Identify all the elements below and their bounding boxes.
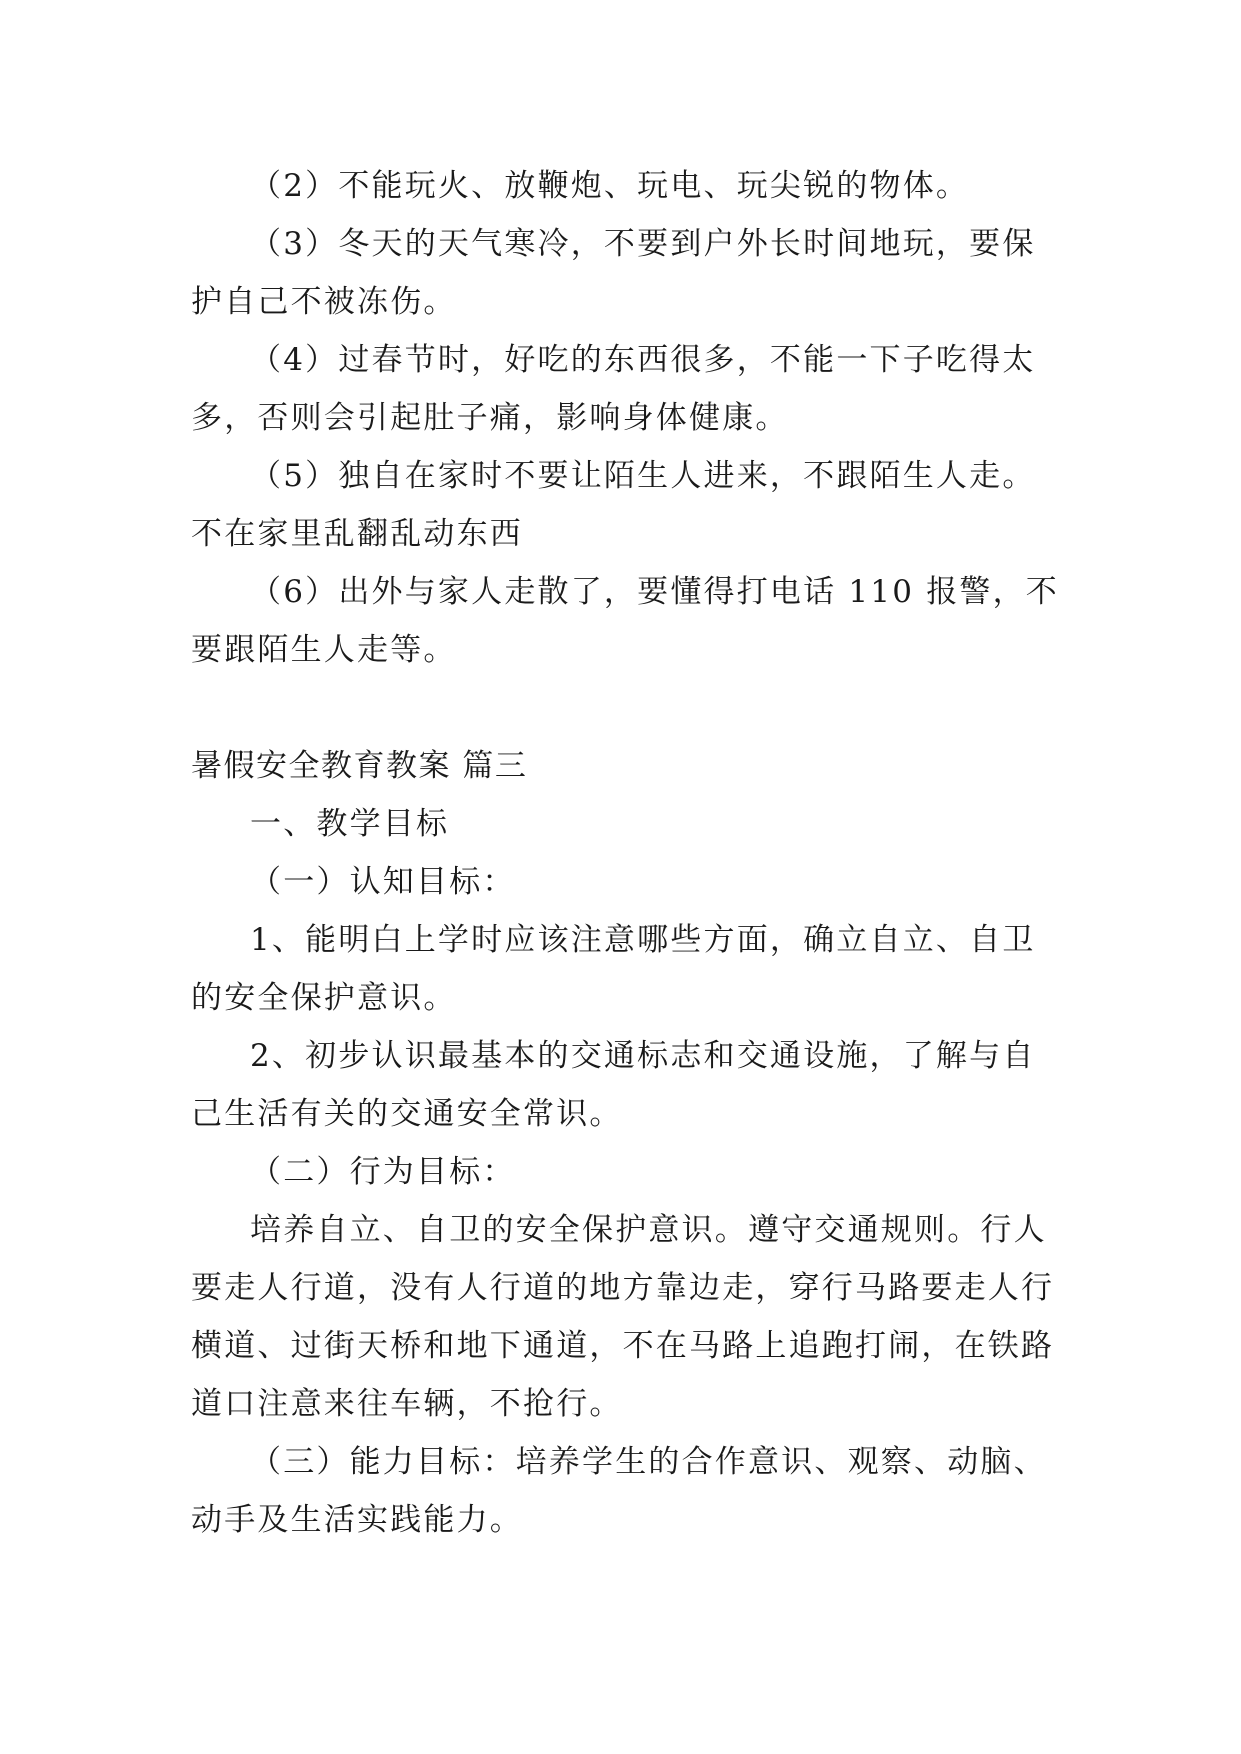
behavior-paragraph-line-2: 要走人行道，没有人行道的地方靠边走，穿行马路要走人行: [191, 1270, 1055, 1306]
cognitive-goal-heading: （一）认知目标：: [250, 864, 516, 900]
behavior-paragraph-line-3: 横道、过街天桥和地下通道，不在马路上追跑打闹，在铁路: [191, 1328, 1055, 1364]
section-title: 暑假安全教育教案 篇三: [191, 748, 528, 784]
ability-goal-line-1: （三）能力目标：培养学生的合作意识、观察、动脑、: [250, 1444, 1047, 1480]
list-item-3: （3）冬天的天气寒冷，不要到户外长时间地玩，要保: [250, 226, 1036, 262]
cognitive-point-1-continuation: 的安全保护意识。: [191, 980, 457, 1016]
cognitive-point-2-continuation: 己生活有关的交通安全常识。: [191, 1096, 623, 1132]
list-item-4-continuation: 多，否则会引起肚子痛，影响身体健康。: [191, 400, 789, 436]
teaching-goals-heading: 一、教学目标: [250, 806, 450, 842]
list-item-6: （6）出外与家人走散了，要懂得打电话 110 报警，不: [250, 574, 1059, 610]
list-item-2: （2）不能玩火、放鞭炮、玩电、玩尖锐的物体。: [250, 168, 970, 204]
list-item-3-continuation: 护自己不被冻伤。: [191, 284, 457, 320]
list-item-6-continuation: 要跟陌生人走等。: [191, 632, 457, 668]
list-item-5-continuation: 不在家里乱翻乱动东西: [191, 516, 523, 552]
behavior-paragraph-line-4: 道口注意来往车辆，不抢行。: [191, 1386, 623, 1422]
ability-goal-line-2: 动手及生活实践能力。: [191, 1502, 523, 1538]
behavior-paragraph-line-1: 培养自立、自卫的安全保护意识。遵守交通规则。行人: [250, 1212, 1047, 1248]
cognitive-point-1: 1、能明白上学时应该注意哪些方面，确立自立、自卫: [250, 922, 1036, 958]
behavior-goal-heading: （二）行为目标：: [250, 1154, 516, 1190]
list-item-5: （5）独自在家时不要让陌生人进来，不跟陌生人走。: [250, 458, 1036, 494]
cognitive-point-2: 2、初步认识最基本的交通标志和交通设施，了解与自: [250, 1038, 1036, 1074]
list-item-4: （4）过春节时，好吃的东西很多，不能一下子吃得太: [250, 342, 1036, 378]
